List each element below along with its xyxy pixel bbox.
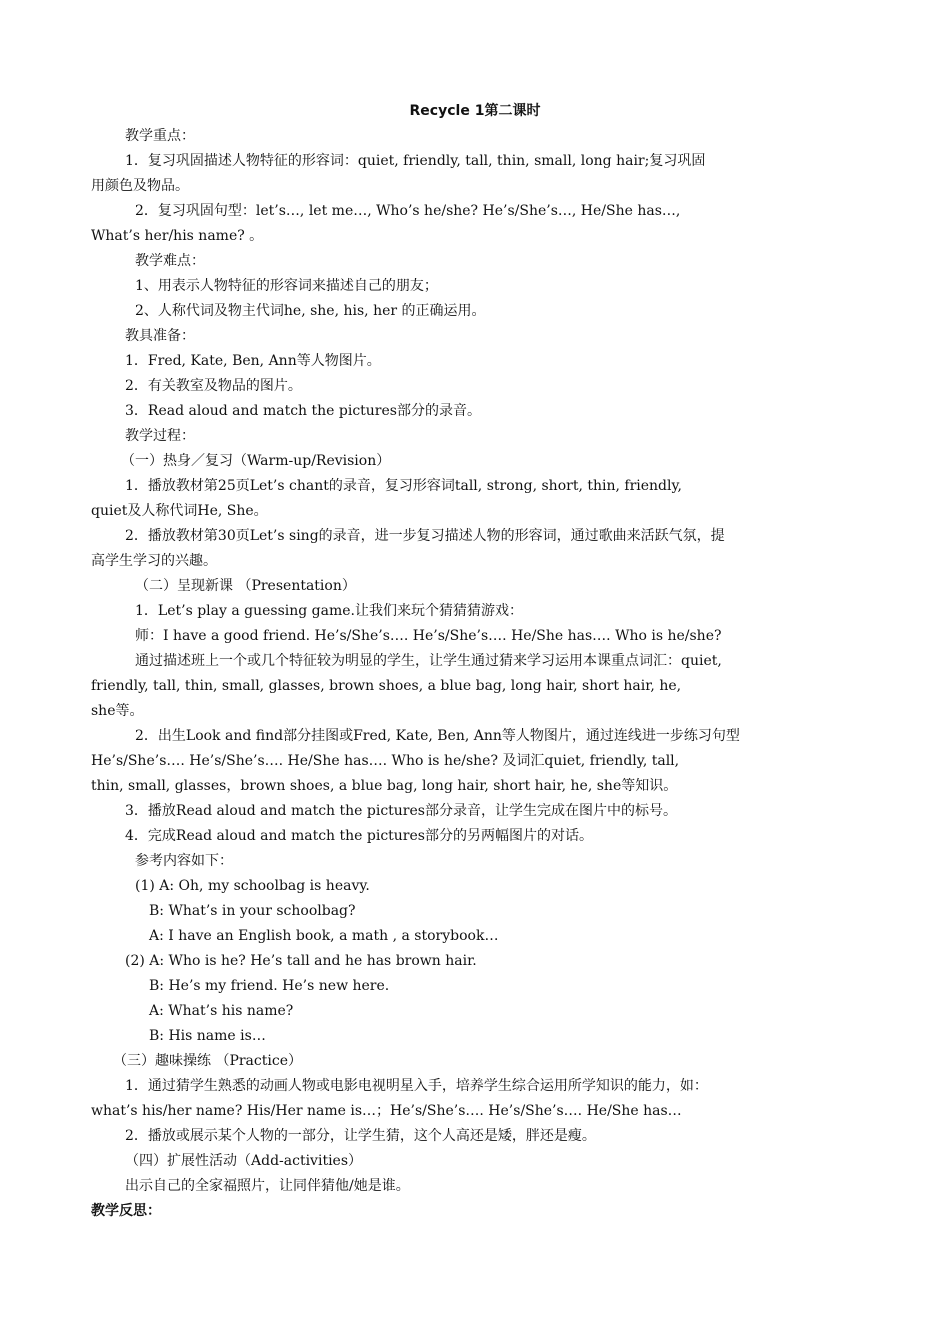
text-line: 高学生学习的兴趣。 <box>91 553 217 569</box>
text-line: 师：I have a good friend. He’s/She’s…. He’s/She’s…. He/She has…. Who is he/she? <box>135 628 722 644</box>
text-line: quiet及人称代词He, She。 <box>91 503 268 519</box>
text-line: 1．通过猜学生熟悉的动画人物或电影电视明星入手，培养学生综合运用所学知识的能力，如： <box>125 1078 708 1094</box>
text-line: 2．出生Look and find部分挂图或Fred, Kate, Ben, Ann等人物图片，通过连线进一步练习句型 <box>135 728 740 744</box>
text-line: He’s/She’s…. He’s/She’s…. He/She has…. Who is he/she? 及词汇quiet, friendly, tall, <box>91 753 680 769</box>
subsection-heading-practice: （三）趣味操练 （Practice） <box>113 1053 302 1069</box>
subsection-heading-presentation: （二）呈现新课 （Presentation） <box>135 578 356 594</box>
text-line: 3．播放Read aloud and match the pictures部分录音，让学生完成在图片中的标号。 <box>125 803 677 819</box>
text-line: 2．复习巩固句型：let’s…, let me…, Who’s he/she? He’s/She’s…, He/She has…, <box>135 203 681 219</box>
text-line: 1．Let’s play a guessing game.让我们来玩个猜猜猜游戏： <box>135 603 524 619</box>
text-line: what’s his/her name? His/Her name is…；He’s/She’s…. He’s/She’s…. He/She has… <box>91 1103 682 1119</box>
text-line: 1．复习巩固描述人物特征的形容词：quiet, friendly, tall, thin, small, long hair;复习巩固 <box>125 153 706 169</box>
text-line: 2．播放教材第30页Let’s sing的录音，进一步复习描述人物的形容词，通过歌曲来活跃气氛，提 <box>125 528 725 544</box>
section-heading-difficulties: 教学难点： <box>135 253 205 269</box>
dialogue-line: (1) A: Oh, my schoolbag is heavy. <box>135 878 370 894</box>
dialogue-line: A: I have an English book, a math , a storybook… <box>149 928 499 944</box>
text-line: thin, small, glasses，brown shoes, a blue bag, long hair, short hair, he, she等知识。 <box>91 778 678 794</box>
text-line: 2．有关教室及物品的图片。 <box>125 378 302 394</box>
text-line: friendly, tall, thin, small, glasses, brown shoes, a blue bag, long hair, short hair, he, <box>91 678 682 694</box>
text-line: What’s her/his name? 。 <box>91 228 264 244</box>
section-heading-materials: 教具准备： <box>125 328 195 344</box>
text-line: 2．播放或展示某个人物的一部分，让学生猜，这个人高还是矮，胖还是瘦。 <box>125 1128 596 1144</box>
text-line: 3．Read aloud and match the pictures部分的录音。 <box>125 403 481 419</box>
section-heading-process: 教学过程： <box>125 428 195 444</box>
document-title: Recycle 1第二课时 <box>409 103 541 119</box>
dialogue-line: B: What’s in your schoolbag? <box>149 903 356 919</box>
text-line: 1．播放教材第25页Let’s chant的录音，复习形容词tall, strong, short, thin, friendly, <box>125 478 682 494</box>
text-line: 1、用表示人物特征的形容词来描述自己的朋友； <box>135 278 438 294</box>
text-line: 参考内容如下： <box>135 853 233 869</box>
dialogue-line: A: What’s his name? <box>149 1003 294 1019</box>
text-line: 用颜色及物品。 <box>91 178 189 194</box>
subsection-heading-warmup: （一）热身／复习（Warm-up/Revision） <box>121 453 391 469</box>
section-heading-reflection: 教学反思： <box>91 1203 161 1219</box>
dialogue-line: B: He’s my friend. He’s new here. <box>149 978 390 994</box>
dialogue-line: B: His name is… <box>149 1028 266 1044</box>
document-page <box>91 99 859 1224</box>
text-line: she等。 <box>91 703 144 719</box>
text-line: 2、人称代词及物主代词he, she, his, her 的正确运用。 <box>135 303 486 319</box>
dialogue-line: (2) A: Who is he? He’s tall and he has brown hair. <box>125 953 477 969</box>
text-line: 4．完成Read aloud and match the pictures部分的另两幅图片的对话。 <box>125 828 593 844</box>
text-line: 1．Fred, Kate, Ben, Ann等人物图片。 <box>125 353 381 369</box>
text-line: 出示自己的全家福照片，让同伴猜他/她是谁。 <box>125 1178 410 1194</box>
text-line: 通过描述班上一个或几个特征较为明显的学生，让学生通过猜来学习运用本课重点词汇：quiet, <box>135 653 722 669</box>
section-heading-key-points: 教学重点： <box>125 128 195 144</box>
subsection-heading-activities: （四）扩展性活动（Add-activities） <box>125 1153 363 1169</box>
